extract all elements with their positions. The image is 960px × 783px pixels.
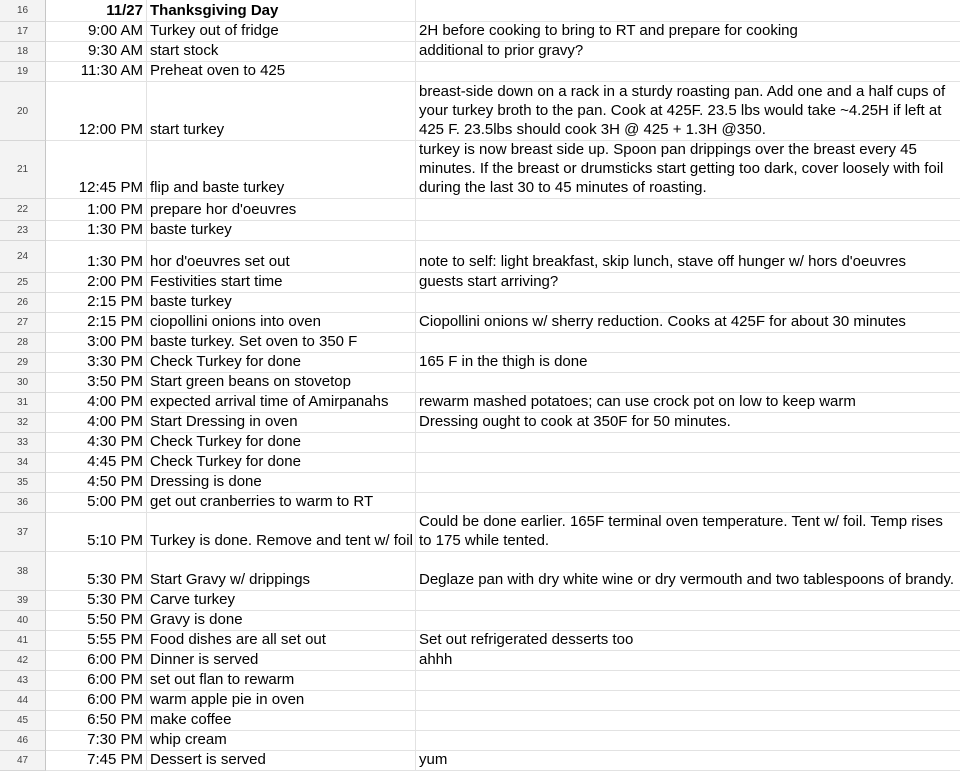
row-header[interactable] xyxy=(0,691,46,711)
note-cell[interactable] xyxy=(416,221,960,241)
task-text: start turkey xyxy=(150,121,225,138)
note-cell[interactable] xyxy=(416,42,960,62)
note-cell[interactable] xyxy=(416,373,960,393)
row-number: 28 xyxy=(16,337,29,348)
time-cell[interactable] xyxy=(46,711,147,731)
table-row xyxy=(0,333,960,353)
time-cell[interactable] xyxy=(46,199,147,221)
time-cell[interactable] xyxy=(46,473,147,493)
row-header[interactable] xyxy=(0,0,46,22)
row-header[interactable] xyxy=(0,552,46,591)
row-number: 37 xyxy=(16,526,29,538)
row-header[interactable] xyxy=(0,62,46,82)
row-number: 46 xyxy=(16,735,29,746)
note-cell[interactable] xyxy=(416,493,960,513)
task-cell[interactable] xyxy=(147,731,416,751)
task-text: Gravy is done xyxy=(150,611,243,628)
row-header[interactable] xyxy=(0,711,46,731)
table-row xyxy=(0,513,960,552)
task-text: Food dishes are all set out xyxy=(150,631,326,648)
row-header[interactable] xyxy=(0,22,46,42)
note-text: note to self: light breakfast, skip lunch, stave off hunger w/ hors d'oeuvres xyxy=(419,253,907,270)
note-cell[interactable] xyxy=(416,433,960,453)
time-cell[interactable] xyxy=(46,241,147,273)
time-cell[interactable] xyxy=(46,691,147,711)
task-cell[interactable] xyxy=(147,611,416,631)
task-cell[interactable] xyxy=(147,333,416,353)
note-cell[interactable] xyxy=(416,591,960,611)
table-row xyxy=(0,393,960,413)
row-header[interactable] xyxy=(0,241,46,273)
task-text: Festivities start time xyxy=(150,273,283,290)
time-text: 3:30 PM xyxy=(87,353,143,370)
note-cell[interactable] xyxy=(416,751,960,771)
row-number: 31 xyxy=(16,397,29,408)
time-cell[interactable] xyxy=(46,591,147,611)
table-row xyxy=(0,293,960,313)
time-text: 4:00 PM xyxy=(87,393,143,410)
task-text: get out cranberries to warm to RT xyxy=(150,493,374,510)
time-text: 5:30 PM xyxy=(87,591,143,608)
task-text: make coffee xyxy=(150,711,232,728)
task-cell[interactable] xyxy=(147,513,416,552)
time-cell[interactable] xyxy=(46,221,147,241)
note-text: Set out refrigerated desserts too xyxy=(419,631,634,648)
row-number: 25 xyxy=(16,277,29,288)
time-cell[interactable] xyxy=(46,42,147,62)
table-row xyxy=(0,0,960,22)
table-row xyxy=(0,241,960,273)
task-cell[interactable] xyxy=(147,273,416,293)
table-row xyxy=(0,22,960,42)
note-cell[interactable] xyxy=(416,393,960,413)
task-text: baste turkey xyxy=(150,293,232,310)
task-text: ciopollini onions into oven xyxy=(150,313,321,330)
row-number: 19 xyxy=(16,66,29,77)
time-text: 3:50 PM xyxy=(87,373,143,390)
note-cell[interactable] xyxy=(416,611,960,631)
task-cell[interactable] xyxy=(147,313,416,333)
note-cell[interactable] xyxy=(416,473,960,493)
table-row xyxy=(0,62,960,82)
note-cell[interactable] xyxy=(416,691,960,711)
table-row xyxy=(0,273,960,293)
task-cell[interactable] xyxy=(147,0,416,22)
row-header[interactable] xyxy=(0,751,46,771)
table-row xyxy=(0,671,960,691)
note-text: additional to prior gravy? xyxy=(419,42,584,59)
time-text: 4:45 PM xyxy=(87,453,143,470)
note-text: Ciopollini onions w/ sherry reduction. Cooks at 425F for about 30 minutes xyxy=(419,313,906,330)
task-text: Check Turkey for done xyxy=(150,453,301,470)
note-cell[interactable] xyxy=(416,671,960,691)
row-header[interactable] xyxy=(0,611,46,631)
task-cell[interactable] xyxy=(147,591,416,611)
row-header[interactable] xyxy=(0,453,46,473)
task-cell[interactable] xyxy=(147,62,416,82)
row-header[interactable] xyxy=(0,393,46,413)
row-header[interactable] xyxy=(0,141,46,199)
time-text: 2:15 PM xyxy=(87,293,143,310)
table-row xyxy=(0,473,960,493)
time-cell[interactable] xyxy=(46,552,147,591)
time-cell[interactable] xyxy=(46,62,147,82)
task-cell[interactable] xyxy=(147,199,416,221)
task-cell[interactable] xyxy=(147,711,416,731)
table-row xyxy=(0,631,960,651)
task-text: Dessert is served xyxy=(150,751,266,768)
row-number: 34 xyxy=(16,457,29,468)
time-cell[interactable] xyxy=(46,513,147,552)
time-cell[interactable] xyxy=(46,453,147,473)
table-row xyxy=(0,731,960,751)
note-cell[interactable] xyxy=(416,552,960,591)
row-number: 18 xyxy=(16,46,29,57)
table-row xyxy=(0,493,960,513)
time-text: 12:45 PM xyxy=(78,179,143,196)
note-text: breast-side down on a rack in a sturdy roasting pan. Add one and a half cups of your turkey broth to the pan. Cook at 425F. 23.5 lbs would take ~4.25H if left at 425 F. 23.5lbs should cook 3H @ 425 + 1.3H @350. xyxy=(419,83,946,138)
time-text: 9:30 AM xyxy=(87,42,143,59)
time-text: 5:30 PM xyxy=(87,571,143,588)
task-cell[interactable] xyxy=(147,82,416,141)
task-text: prepare hor d'oeuvres xyxy=(150,201,297,218)
row-header[interactable] xyxy=(0,42,46,62)
time-text: 2:00 PM xyxy=(87,273,143,290)
task-cell[interactable] xyxy=(147,393,416,413)
task-text: warm apple pie in oven xyxy=(150,691,305,708)
task-text: Check Turkey for done xyxy=(150,353,301,370)
note-cell[interactable] xyxy=(416,62,960,82)
table-row xyxy=(0,591,960,611)
row-number: 29 xyxy=(16,357,29,368)
note-text: 2H before cooking to bring to RT and prepare for cooking xyxy=(419,22,798,39)
task-cell[interactable] xyxy=(147,671,416,691)
row-number: 21 xyxy=(16,164,29,175)
task-text: hor d'oeuvres set out xyxy=(150,253,290,270)
note-cell[interactable] xyxy=(416,273,960,293)
row-header[interactable] xyxy=(0,493,46,513)
time-text: 6:00 PM xyxy=(87,671,143,688)
note-text: 165 F in the thigh is done xyxy=(419,353,588,370)
task-cell[interactable] xyxy=(147,493,416,513)
time-cell[interactable] xyxy=(46,433,147,453)
note-text: ahhh xyxy=(419,651,453,668)
row-header[interactable] xyxy=(0,333,46,353)
task-text: Turkey out of fridge xyxy=(150,22,279,39)
table-row xyxy=(0,313,960,333)
row-number: 33 xyxy=(16,437,29,448)
task-text: Start Dressing in oven xyxy=(150,413,298,430)
row-header[interactable] xyxy=(0,473,46,493)
task-text: Check Turkey for done xyxy=(150,433,301,450)
task-cell[interactable] xyxy=(147,651,416,671)
task-cell[interactable] xyxy=(147,42,416,62)
time-cell[interactable] xyxy=(46,651,147,671)
row-number: 43 xyxy=(16,675,29,686)
time-cell[interactable] xyxy=(46,0,147,22)
row-header[interactable] xyxy=(0,82,46,141)
row-header[interactable] xyxy=(0,591,46,611)
time-text: 6:00 PM xyxy=(87,651,143,668)
time-text: 3:00 PM xyxy=(87,333,143,350)
note-cell[interactable] xyxy=(416,731,960,751)
table-row xyxy=(0,711,960,731)
table-row xyxy=(0,413,960,433)
task-text: Turkey is done. Remove and tent w/ foil xyxy=(150,532,413,549)
table-row xyxy=(0,199,960,221)
task-cell[interactable] xyxy=(147,453,416,473)
row-number: 22 xyxy=(16,204,29,215)
note-cell[interactable] xyxy=(416,199,960,221)
note-text: rewarm mashed potatoes; can use crock pot on low to keep warm xyxy=(419,393,856,410)
time-text: 7:30 PM xyxy=(87,731,143,748)
time-text: 4:50 PM xyxy=(87,473,143,490)
note-text: yum xyxy=(419,751,448,768)
table-row xyxy=(0,611,960,631)
row-header[interactable] xyxy=(0,433,46,453)
row-header[interactable] xyxy=(0,221,46,241)
time-cell[interactable] xyxy=(46,22,147,42)
note-cell[interactable] xyxy=(416,711,960,731)
time-text: 1:00 PM xyxy=(87,201,143,218)
time-text: 6:50 PM xyxy=(87,711,143,728)
table-row xyxy=(0,221,960,241)
note-cell[interactable] xyxy=(416,141,960,199)
time-text: 1:30 PM xyxy=(87,253,143,270)
note-cell[interactable] xyxy=(416,413,960,433)
table-row xyxy=(0,552,960,591)
time-cell[interactable] xyxy=(46,373,147,393)
task-text: baste turkey xyxy=(150,221,232,238)
note-cell[interactable] xyxy=(416,333,960,353)
task-cell[interactable] xyxy=(147,353,416,373)
row-number: 26 xyxy=(16,297,29,308)
time-cell[interactable] xyxy=(46,413,147,433)
time-cell[interactable] xyxy=(46,141,147,199)
time-cell[interactable] xyxy=(46,313,147,333)
note-cell[interactable] xyxy=(416,313,960,333)
task-cell[interactable] xyxy=(147,22,416,42)
row-number: 32 xyxy=(16,417,29,428)
time-cell[interactable] xyxy=(46,493,147,513)
note-text: Deglaze pan with dry white wine or dry vermouth and two tablespoons of brandy. xyxy=(419,571,955,588)
note-cell[interactable] xyxy=(416,241,960,273)
table-row xyxy=(0,433,960,453)
row-header[interactable] xyxy=(0,293,46,313)
note-cell[interactable] xyxy=(416,453,960,473)
row-number: 24 xyxy=(16,251,29,262)
note-cell[interactable] xyxy=(416,513,960,552)
row-header[interactable] xyxy=(0,631,46,651)
task-text: baste turkey. Set oven to 350 F xyxy=(150,333,358,350)
row-header[interactable] xyxy=(0,273,46,293)
task-cell[interactable] xyxy=(147,473,416,493)
time-cell[interactable] xyxy=(46,293,147,313)
note-cell[interactable] xyxy=(416,353,960,373)
table-row xyxy=(0,651,960,671)
time-text: 6:00 PM xyxy=(87,691,143,708)
row-header[interactable] xyxy=(0,353,46,373)
task-cell[interactable] xyxy=(147,241,416,273)
table-row xyxy=(0,453,960,473)
row-number: 38 xyxy=(16,565,29,577)
time-text: 2:15 PM xyxy=(87,313,143,330)
task-text: whip cream xyxy=(150,731,227,748)
task-cell[interactable] xyxy=(147,691,416,711)
row-header[interactable] xyxy=(0,671,46,691)
note-cell[interactable] xyxy=(416,22,960,42)
table-row xyxy=(0,373,960,393)
row-number: 36 xyxy=(16,497,29,508)
table-row xyxy=(0,82,960,141)
row-number: 35 xyxy=(16,477,29,488)
row-number: 30 xyxy=(16,377,29,388)
row-header[interactable] xyxy=(0,731,46,751)
note-cell[interactable] xyxy=(416,631,960,651)
table-row xyxy=(0,141,960,199)
time-text: 4:30 PM xyxy=(87,433,143,450)
note-cell[interactable] xyxy=(416,651,960,671)
table-row xyxy=(0,353,960,373)
time-text: 11:30 AM xyxy=(80,62,143,79)
task-cell[interactable] xyxy=(147,433,416,453)
time-text: 12:00 PM xyxy=(78,121,143,138)
time-text: 5:10 PM xyxy=(87,532,143,549)
row-number: 44 xyxy=(16,695,29,706)
row-number: 45 xyxy=(16,715,29,726)
task-text: Dressing is done xyxy=(150,473,262,490)
time-text: 4:00 PM xyxy=(87,413,143,430)
time-text: 5:50 PM xyxy=(87,611,143,628)
task-text: Carve turkey xyxy=(150,591,236,608)
time-text: 9:00 AM xyxy=(87,22,143,39)
row-number: 40 xyxy=(16,615,29,626)
row-number: 27 xyxy=(16,317,29,328)
row-number: 39 xyxy=(16,595,29,606)
row-number: 41 xyxy=(16,635,29,646)
task-text: flip and baste turkey xyxy=(150,179,285,196)
time-cell[interactable] xyxy=(46,353,147,373)
task-cell[interactable] xyxy=(147,751,416,771)
note-text: Could be done earlier. 165F terminal oven temperature. Tent w/ foil. Temp rises to 175 while tented. xyxy=(419,513,943,549)
task-cell[interactable] xyxy=(147,631,416,651)
table-row xyxy=(0,691,960,711)
row-number: 23 xyxy=(16,225,29,236)
row-number: 17 xyxy=(16,26,29,37)
task-text: Start green beans on stovetop xyxy=(150,373,351,390)
task-cell[interactable] xyxy=(147,293,416,313)
table-row xyxy=(0,42,960,62)
time-cell[interactable] xyxy=(46,671,147,691)
note-cell[interactable] xyxy=(416,0,960,22)
time-cell[interactable] xyxy=(46,611,147,631)
task-text: Thanksgiving Day xyxy=(150,2,279,19)
task-cell[interactable] xyxy=(147,413,416,433)
table-row xyxy=(0,751,960,771)
row-number: 16 xyxy=(16,5,29,16)
time-text: 5:55 PM xyxy=(87,631,143,648)
time-cell[interactable] xyxy=(46,333,147,353)
note-text: Dressing ought to cook at 350F for 50 minutes. xyxy=(419,413,731,430)
note-text: guests start arriving? xyxy=(419,273,559,290)
time-cell[interactable] xyxy=(46,751,147,771)
task-text: Dinner is served xyxy=(150,651,259,668)
row-number: 42 xyxy=(16,655,29,666)
task-cell[interactable] xyxy=(147,552,416,591)
time-text: 7:45 PM xyxy=(87,751,143,768)
note-cell[interactable] xyxy=(416,82,960,141)
time-cell[interactable] xyxy=(46,731,147,751)
time-cell[interactable] xyxy=(46,273,147,293)
note-cell[interactable] xyxy=(416,293,960,313)
time-cell[interactable] xyxy=(46,631,147,651)
task-cell[interactable] xyxy=(147,373,416,393)
task-text: Preheat oven to 425 xyxy=(150,62,286,79)
task-text: Start Gravy w/ drippings xyxy=(150,571,311,588)
time-cell[interactable] xyxy=(46,393,147,413)
row-number: 47 xyxy=(16,755,29,766)
row-header[interactable] xyxy=(0,313,46,333)
row-header[interactable] xyxy=(0,199,46,221)
task-cell[interactable] xyxy=(147,221,416,241)
time-text: 11/27 xyxy=(106,2,143,19)
time-cell[interactable] xyxy=(46,82,147,141)
row-header[interactable] xyxy=(0,651,46,671)
row-header[interactable] xyxy=(0,413,46,433)
task-text: start stock xyxy=(150,42,219,59)
task-cell[interactable] xyxy=(147,141,416,199)
row-number: 20 xyxy=(16,105,29,117)
time-text: 1:30 PM xyxy=(87,221,143,238)
time-text: 5:00 PM xyxy=(87,493,143,510)
row-header[interactable] xyxy=(0,373,46,393)
task-text: expected arrival time of Amirpanahs xyxy=(150,393,389,410)
task-text: set out flan to rewarm xyxy=(150,671,295,688)
note-text: turkey is now breast side up. Spoon pan drippings over the breast every 45 minutes. If the breast or drumsticks start getting too dark, cover loosely with foil during the last 30 to 45 minutes of roasting. xyxy=(419,141,944,196)
row-header[interactable] xyxy=(0,513,46,552)
